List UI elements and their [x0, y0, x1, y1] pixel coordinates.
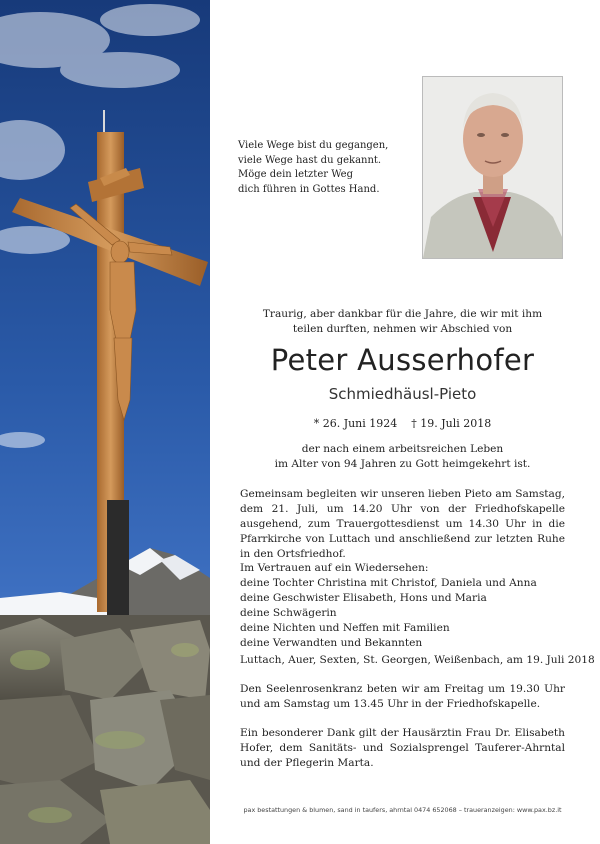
thanks-text: Ein besonderer Dank gilt der Hausärztin Frau Dr. Elisabeth Hofer, dem Sanitäts- und Sozialsprengel Tauferer-Ahrntal und der Pflegerin Marta.	[240, 727, 565, 769]
summit-cross-photo	[0, 0, 210, 844]
intro-line: Traurig, aber dankbar für die Jahre, die wir mit ihm	[262, 308, 543, 320]
funeral-details: Gemeinsam begleiten wir unseren lieben Pieto am Samstag, dem 21. Juli, um 14.20 Uhr von der Friedhofskapelle ausgehend, zum Trauergottesdienst um 14.30 Uhr in die Pfarrkirche von Luttach und anschließend zur letzten Ruhe in den Ortsfriedhof.	[240, 488, 565, 560]
intro-text	[240, 307, 565, 337]
birth-date: * 26. Juni 1924	[313, 417, 398, 430]
verse	[238, 139, 388, 197]
verse-line: Viele Wege bist du gegangen,	[238, 140, 389, 151]
rocks	[0, 615, 210, 844]
closing-text	[240, 442, 565, 472]
deceased-name: Peter Ausserhofer	[270, 343, 535, 377]
rosary-info: Den Seelenrosenkranz beten wir am Freitag um 19.30 Uhr und am Samstag um 13.45 Uhr in der Friedhofskapelle.	[240, 683, 565, 710]
mourner-line: deine Tochter Christina mit Christof, Daniela und Anna	[240, 577, 537, 589]
verse-line: Möge dein letzter Weg	[238, 169, 353, 180]
closing-line: der nach einem arbeitsreichen Leben	[301, 443, 504, 455]
mourners-list	[240, 561, 565, 651]
verse-line: dich führen in Gottes Hand.	[238, 183, 380, 195]
closing-line: im Alter von 94 Jahren zu Gott heimgekehrt ist.	[274, 458, 531, 470]
mourners-heading: Im Vertrauen auf ein Wiedersehen:	[240, 562, 429, 574]
deceased-nickname: Schmiedhäusl-Pieto	[328, 385, 477, 403]
mourner-line: deine Nichten und Neffen mit Familien	[240, 622, 450, 634]
mourner-line: deine Geschwister Elisabeth, Hons und Maria	[240, 592, 487, 604]
death-date: † 19. Juli 2018	[411, 417, 492, 430]
verse-line: viele Wege hast du gekannt.	[238, 154, 382, 166]
place-date: Luttach, Auer, Sexten, St. Georgen, Weißenbach, am 19. Juli 2018	[240, 654, 595, 666]
intro-line: teilen durften, nehmen wir Abschied von	[292, 323, 513, 335]
mourner-line: deine Schwägerin	[240, 607, 337, 619]
life-dates	[240, 417, 565, 430]
portrait-photo	[422, 76, 563, 259]
footer-credit: pax bestattungen & blumen, sand in taufers, ahrntal 0474 652068 – traueranzeigen: www.pax.bz.it	[243, 806, 562, 814]
mourner-line: deine Verwandten und Bekannten	[240, 637, 423, 649]
